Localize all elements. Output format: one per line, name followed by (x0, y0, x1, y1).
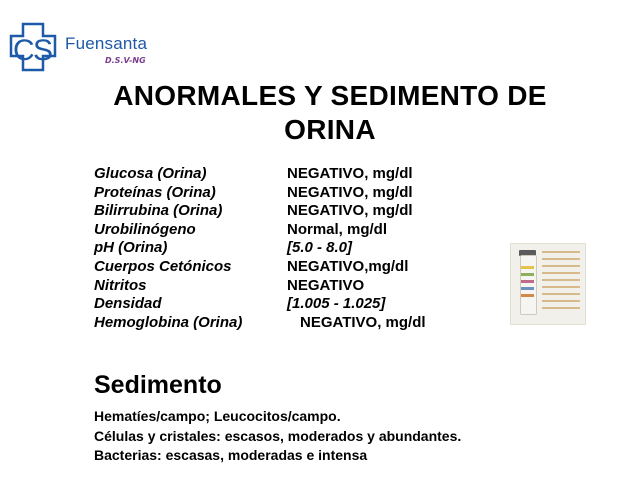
sediment-line: Bacterias: escasas, moderadas e intensa (94, 447, 368, 463)
result-value: Normal, mg/dl (287, 220, 388, 238)
result-label: pH (Orina) (94, 239, 168, 257)
result-value: NEGATIVO, mg/dl (287, 183, 413, 201)
sediment-line: Hematíes/campo; Leucocitos/campo. (94, 408, 341, 424)
color-band (521, 266, 534, 269)
test-tube (520, 255, 537, 315)
color-band (521, 287, 534, 290)
sediment-text (94, 408, 461, 467)
result-label: Cuerpos Cetónicos (94, 257, 232, 275)
page-title: ANORMALES Y SEDIMENTO DE ORINA (113, 80, 547, 145)
chart-legend-lines (542, 251, 580, 314)
result-value: NEGATIVO, mg/dl (287, 202, 413, 220)
clinic-subtitle: D.S.V-NG (105, 56, 146, 65)
urine-test-strip-image (510, 243, 586, 325)
svg-text:S: S (33, 34, 54, 67)
clinic-logo (9, 18, 159, 78)
result-value: [1.005 - 1.025] (287, 295, 386, 313)
result-label: Urobilinógeno (94, 220, 196, 238)
result-value: NEGATIVO, mg/dl (300, 313, 426, 331)
result-value: NEGATIVO (287, 276, 365, 294)
result-label: Glucosa (Orina) (94, 165, 207, 182)
result-value: NEGATIVO,mg/dl (287, 257, 409, 275)
result-value: NEGATIVO, mg/dl (287, 165, 413, 182)
color-band (521, 294, 534, 297)
cross-logo-icon (9, 22, 69, 72)
clinic-name: Fuensanta (65, 34, 148, 53)
result-label: Bilirrubina (Orina) (94, 202, 223, 220)
result-label: Proteínas (Orina) (94, 183, 216, 201)
result-value: [5.0 - 8.0] (287, 239, 353, 257)
result-label: Hemoglobina (Orina) (94, 313, 243, 331)
result-label: Nitritos (94, 276, 147, 294)
color-band (521, 273, 534, 276)
color-band (521, 280, 534, 283)
svg-text:C: C (13, 34, 35, 67)
sediment-heading: Sedimento (94, 371, 222, 399)
result-label: Densidad (94, 295, 162, 313)
sediment-line: Células y cristales: escasos, moderados y abundantes. (94, 427, 462, 444)
